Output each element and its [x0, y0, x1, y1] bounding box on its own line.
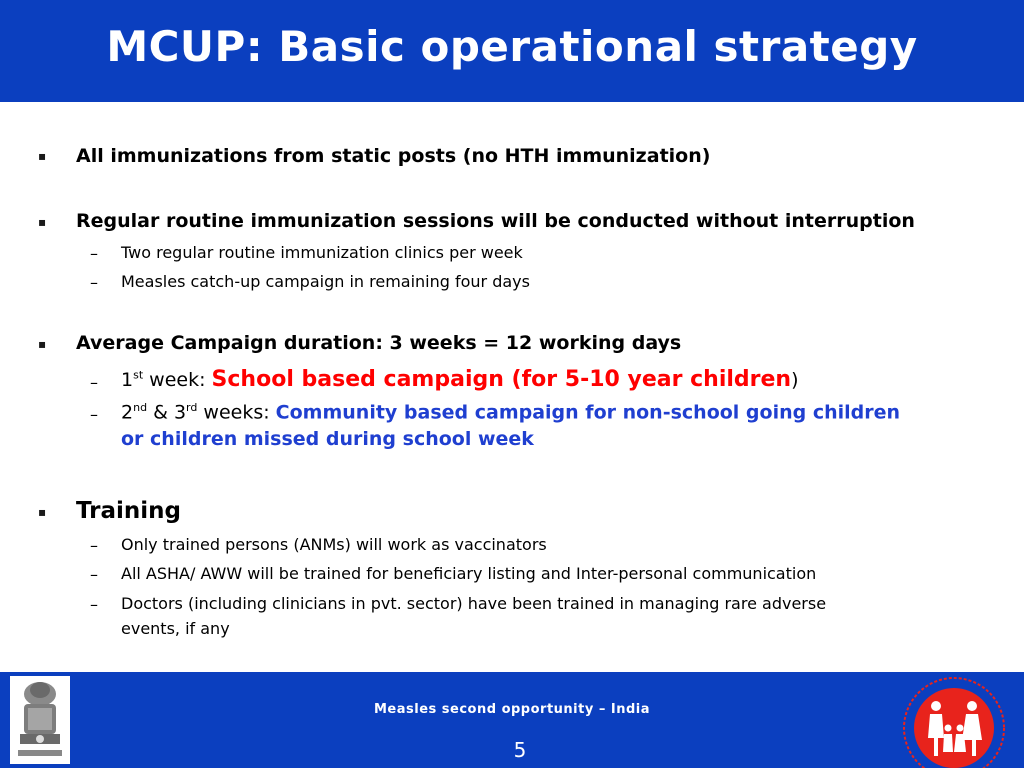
slide-title: MCUP: Basic operational strategy — [106, 22, 918, 71]
bullet-marker: ▪ — [38, 215, 47, 229]
dash-marker: – — [90, 244, 98, 263]
dash-marker: – — [90, 373, 98, 392]
bullet-campaign-duration: Average Campaign duration: 3 weeks = 12 working days — [76, 332, 682, 354]
bullet-marker: ▪ — [38, 337, 47, 351]
dash-marker: – — [90, 565, 98, 584]
bullet-marker: ▪ — [38, 149, 47, 163]
dash-marker: – — [90, 273, 98, 292]
bullet-static-posts: All immunizations from static posts (no HTH immunization) — [76, 145, 711, 167]
school-campaign-highlight: School based campaign (for 5-10 year children — [211, 367, 792, 392]
page-number: 5 — [513, 738, 527, 762]
community-campaign-highlight: Community based campaign for non-school going children — [275, 401, 901, 424]
community-campaign-highlight-cont: or children missed during school week — [121, 428, 534, 450]
sub-item-anm: Only trained persons (ANMs) will work as vaccinators — [121, 535, 547, 554]
dash-marker: – — [90, 536, 98, 555]
sub-item-catch-up: Measles catch-up campaign in remaining four days — [121, 272, 530, 291]
sub-item-asha: All ASHA/ AWW will be trained for beneficiary listing and Inter-personal communication — [121, 564, 817, 583]
footer-caption: Measles second opportunity – India — [373, 702, 650, 717]
sub-item-week-2-3: 2nd & 3rd weeks: Community based campaign for non-school going children — [121, 401, 901, 424]
sub-item-doctors-cont: events, if any — [121, 619, 230, 638]
sub-item-doctors: Doctors (including clinicians in pvt. sector) have been trained in managing rare adverse — [121, 594, 827, 613]
bullet-marker: ▪ — [38, 505, 47, 519]
bullet-training: Training — [76, 498, 182, 524]
sub-item-week-1: 1st week: School based campaign (for 5-10 year children) — [121, 367, 799, 392]
dash-marker: – — [90, 405, 98, 424]
bullet-routine-sessions: Regular routine immunization sessions will be conducted without interruption — [76, 210, 915, 232]
sub-item-clinics: Two regular routine immunization clinics per week — [121, 243, 523, 262]
dash-marker: – — [90, 595, 98, 614]
